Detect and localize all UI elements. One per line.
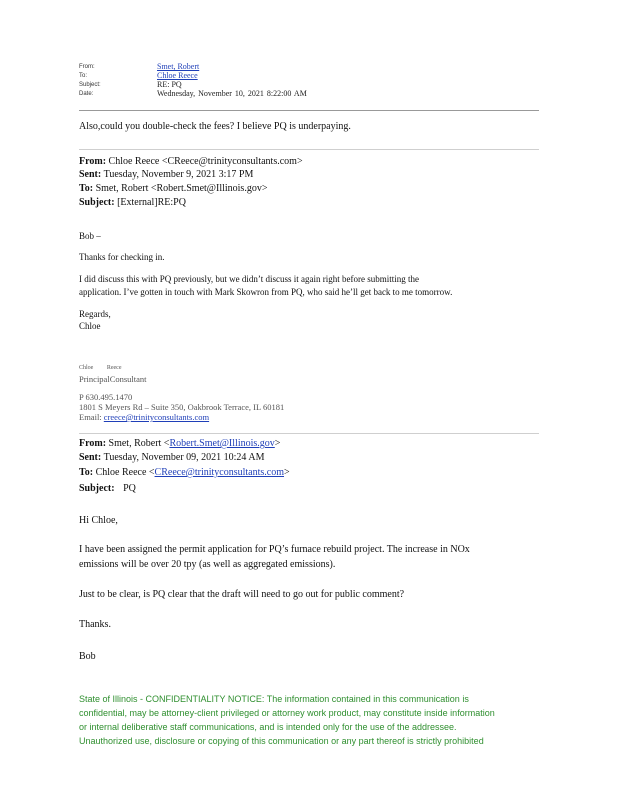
signature-email [79, 412, 209, 423]
msg3-greeting: Hi Chloe, [79, 515, 118, 526]
signature-address: 1801 S Meyers Rd – Suite 350, Oakbrook Terrace, IL 60181 [79, 402, 285, 412]
msg2-from [79, 155, 303, 168]
confidentiality-notice [79, 692, 549, 748]
notice-line-3: or internal deliberative staff communications, and is intended only for the use of the addressee. [79, 722, 457, 732]
msg2-para1a: I did discuss this with PQ previously, but we didn’t discuss it again right before submitting the [79, 274, 419, 284]
notice-line-2: confidential, may be attorney-client privileged or attorney work product, may constitute inside information [79, 708, 495, 718]
msg2-regards: Regards, [79, 309, 111, 319]
msg3-subject-label: Subject: [79, 483, 115, 494]
msg3-para2: Just to be clear, is PQ clear that the draft will need to go out for public comment? [79, 589, 405, 600]
signature-divider [79, 433, 539, 434]
msg2-subject-value: [External]RE:PQ [117, 197, 186, 208]
notice-line-4: Unauthorized use, disclosure or copying of this communication or any part thereof is strictly prohibited [79, 736, 484, 746]
msg2-to [79, 182, 267, 195]
from-link[interactable]: Smet, Robert [157, 62, 200, 71]
msg3-sent [79, 451, 265, 464]
msg3-subject-value: PQ [123, 483, 136, 494]
msg3-from-name: Smet, Robert < [108, 438, 170, 449]
msg2-greeting: Bob – [79, 231, 101, 241]
msg3-sent-value: Tuesday, November 09, 2021 10:24 AM [103, 452, 265, 463]
msg2-to-value: Smet, Robert <Robert.Smet@Illinois.gov> [95, 183, 268, 194]
msg3-sent-label: Sent: [79, 452, 102, 463]
reply-body: Also,could you double-check the fees? I believe PQ is underpaying. [79, 121, 351, 132]
to-link[interactable]: Chloe Reece [157, 71, 198, 80]
signature-title: PrincipalConsultant [79, 374, 147, 384]
msg3-from-label: From: [79, 438, 107, 449]
signature-email-link[interactable]: creece@trinityconsultants.com [103, 412, 210, 422]
msg2-subject [79, 196, 186, 209]
date-label: Date: [79, 91, 94, 97]
signature-email-label: Email: [79, 412, 102, 422]
msg3-subject [79, 482, 136, 495]
signature-name [79, 365, 122, 371]
msg3-to-name: Chloe Reece < [95, 467, 155, 478]
msg2-to-label: To: [79, 183, 94, 194]
msg2-signoff: Chloe [79, 321, 101, 331]
subject-value: RE: PQ [157, 80, 182, 89]
msg2-sent-value: Tuesday, November 9, 2021 3:17 PM [103, 169, 254, 180]
msg3-to-label: To: [79, 467, 94, 478]
header-divider [79, 110, 539, 111]
notice-line-1: State of Illinois - CONFIDENTIALITY NOTICE: The information contained in this communication is [79, 694, 469, 704]
msg3-from-end: > [274, 438, 281, 449]
signature-last: Reece [106, 365, 122, 371]
msg3-from [79, 437, 280, 450]
date-value: Wednesday, November 10, 2021 8:22:00 AM [157, 89, 307, 98]
msg3-to-end: > [284, 467, 290, 478]
from-label: From: [79, 64, 95, 70]
msg3-to-email-link[interactable]: CReece@trinityconsultants.com [154, 467, 285, 478]
signature-phone: P 630.495.1470 [79, 392, 133, 402]
msg2-sent-label: Sent: [79, 169, 102, 180]
reply-divider [79, 149, 539, 150]
msg2-from-value: Chloe Reece <CReece@trinityconsultants.com> [108, 156, 303, 167]
to-label: To: [79, 73, 88, 79]
msg2-para1b: application. I’ve gotten in touch with Mark Skowron from PQ, who said he’ll get back to me tomorrow. [79, 287, 453, 297]
msg2-from-label: From: [79, 156, 107, 167]
msg3-para1a: I have been assigned the permit application for PQ’s furnace rebuild project. The increase in NOx [79, 544, 470, 555]
signature-first: Chloe [79, 365, 94, 371]
msg3-to [79, 466, 290, 479]
msg2-subject-label: Subject: [79, 197, 115, 208]
msg2-line1: Thanks for checking in. [79, 252, 165, 262]
msg3-from-email-link[interactable]: Robert.Smet@Illinois.gov [169, 438, 275, 449]
msg3-thanks: Thanks. [79, 619, 111, 630]
msg2-sent [79, 168, 253, 181]
subject-label: Subject: [79, 82, 101, 88]
msg3-signoff: Bob [79, 651, 96, 662]
msg3-para1b: emissions will be over 20 tpy (as well as aggregated emissions). [79, 559, 336, 570]
